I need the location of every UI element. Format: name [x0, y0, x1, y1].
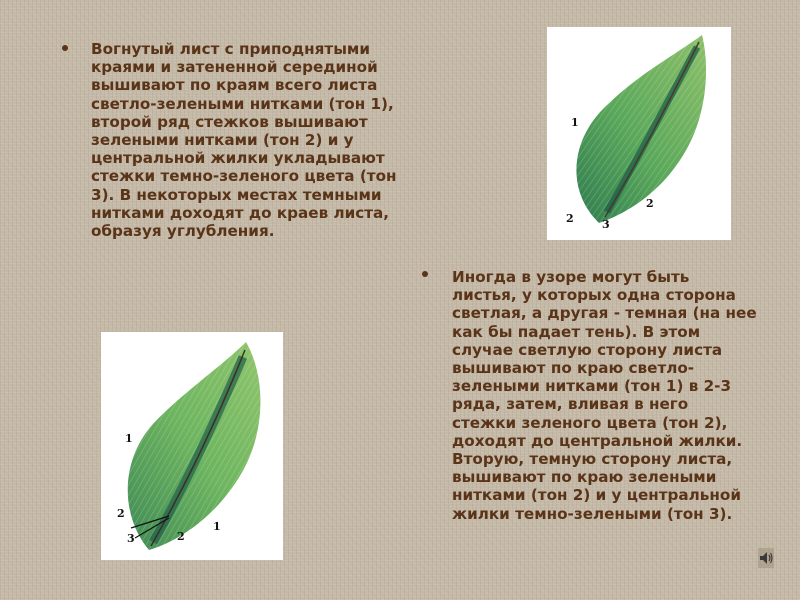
speaker-icon[interactable]	[758, 548, 774, 568]
leaf-label: 2	[177, 530, 185, 543]
bullet-point	[62, 45, 68, 51]
top-leaf-figure	[547, 27, 731, 240]
left-paragraph: Вогнутый лист с приподнятыми краями и затененной серединой вышивают по краям всего листа светло-зелеными нитками (тон 1), второй ряд стежков вышивают зелеными нитками (тон 2) и у центральной жилки укладывают стежки темно-зеленого цвета (тон 3). В некоторых местах темными нитками доходят до краев листа, образуя углубления.	[91, 40, 397, 241]
leaf-label: 3	[127, 532, 135, 545]
bottom-leaf-illustration	[101, 332, 283, 560]
leaf-label: 1	[125, 432, 133, 445]
leaf-label: 1	[571, 116, 579, 129]
top-leaf-illustration	[547, 27, 731, 240]
leaf-label: 1	[213, 520, 221, 533]
bullet-point	[422, 271, 428, 277]
bottom-leaf-figure	[101, 332, 283, 560]
leaf-label: 2	[646, 197, 654, 210]
leaf-label: 2	[566, 212, 574, 225]
right-paragraph: Иногда в узоре могут быть листья, у которых одна сторона светлая, а другая - темная (на нее как бы падает тень). В этом случае светлую сторону листа вышивают по краю светло-зелеными нитками (тон 1) в 2-3 ряда, затем, вливая в него стежки зеленого цвета (тон 2), доходят до центральной жилки. Вторую, темную сторону листа, вышивают по краю зелеными нитками (тон 2) и у центральной жилки темно-зелеными (тон 3).	[452, 268, 757, 523]
leaf-label: 2	[117, 507, 125, 520]
leaf-label: 3	[602, 218, 610, 231]
